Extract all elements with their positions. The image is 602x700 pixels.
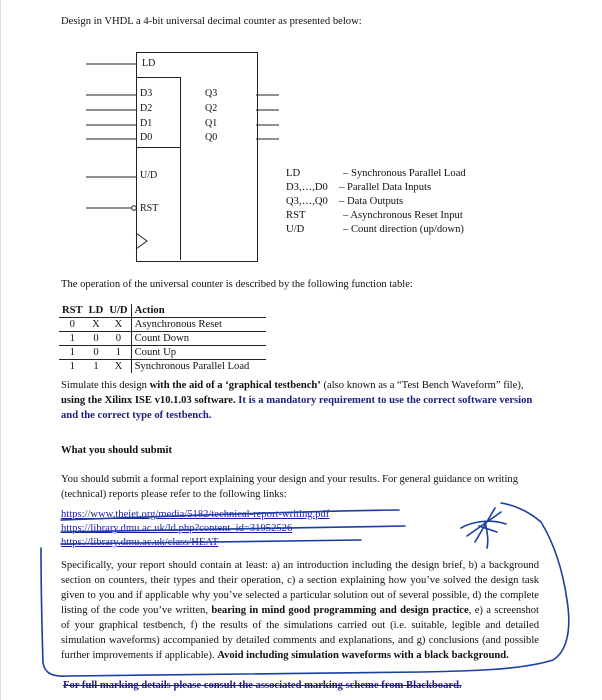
pin-ud-label: U/D <box>140 170 158 181</box>
pin-q3-label: Q3 <box>205 88 218 99</box>
table-row: 0 X X Asynchronous Reset <box>59 318 266 332</box>
submit-heading: What you should submit <box>61 445 172 456</box>
pin-d3-label: D3 <box>140 88 153 99</box>
pin-q1-label: Q1 <box>205 118 218 129</box>
document-page: Design in VHDL a 4-bit universal decimal counter as presented below: LD D3 D2 D1 D0 Q3 Q2 Q1 Q0 U/D RST LD – Synchronous Parallel Load D3,…,D0 – Parallel Data Inputs Q3,…,Q0 – Data Outputs RST – Asynchronous Reset Input U/D – Count direction (up/down) The operation of the universal counter is described by the following function table: RST LD U/D Action 0 X X Asynchronous Reset 1 0 0 Count Down 1 0 1 Count Up 1 1 X Synchronous Parallel Load Simulate this design with the aid of a ‘graphical testbench’ (also known as a “Test Bench Waveform” file), using the Xilinx ISE v10.1.03 software. It is a mandatory requirement to use the correct software version and the correct type of testbench. What you should submit You should submit a formal report explaining your design and your results. For general guidance on writing (technical) reports please refer to the following links: https://www.theiet.org/media/5182/technical-report-writing.pdf https://library.dmu.ac.uk/ld.php?content_id=31952526 https://library.dmu.ac.uk/class/HEAT Specifically, your report should contain at least: a) an introduction including the design brief, b) a background section on counters, their types and their operation, c) a section explaining how you’ve solved the design task given to you and if applicable why you’ve selected a particular solution out of several possible, d) the complete listing of the code you’ve written, bearing in mind good programming and design practice, e) a screenshot of your graphical testbench, f) the results of the simulations carried out (i.e. suitable, legible and detailed simulation waveforms) accompanied by detailed comments and explanations, and g) conclusions (and possible further improvements if applicable). Avoid including simulation waveforms with a black background. For full marking details please consult the associated marking scheme from Blackboard. <box>0 0 602 700</box>
pin-d2-label: D2 <box>140 103 153 114</box>
table-intro: The operation of the universal counter is described by the following function table: <box>61 279 413 290</box>
pin-q0-label: Q0 <box>205 132 218 143</box>
star-scribble-annotation <box>461 508 506 548</box>
submit-text: You should submit a formal report explaining your design and your results. For general guidance on writing (technical) reports please refer to the following links: <box>61 474 519 500</box>
table-header-row: RST LD U/D Action <box>59 304 266 318</box>
pin-q2-label: Q2 <box>205 103 218 114</box>
table-row: 1 1 X Synchronous Parallel Load <box>59 360 266 374</box>
pin-d0-label: D0 <box>140 132 153 143</box>
pin-rst-label: RST <box>140 203 159 214</box>
strike-annotation <box>61 510 399 520</box>
marking-footer: For full marking details please consult the associated marking scheme from Blackboard. <box>63 680 462 691</box>
table-row: 1 0 1 Count Up <box>59 346 266 360</box>
link-dmu-heat[interactable]: https://library.dmu.ac.uk/class/HEAT <box>61 537 219 548</box>
pin-d1-label: D1 <box>140 118 153 129</box>
handwritten-annotations <box>1 0 602 700</box>
strike-annotation <box>61 540 361 544</box>
strike-annotation <box>61 526 405 532</box>
simulate-paragraph: Simulate this design with the aid of a ‘graphical testbench’ (also known as a “Test Bench Waveform” file), using the Xilinx ISE v10.1.03 software. It is a mandatory requirement to use the correct software version and the correct type of testbench. <box>61 380 533 421</box>
pin-ld-label: LD <box>142 58 156 69</box>
link-dmu-ld[interactable]: https://library.dmu.ac.uk/ld.php?content_id=31952526 <box>61 523 293 534</box>
table-row: 1 0 0 Count Down <box>59 332 266 346</box>
intro-text: Design in VHDL a 4-bit universal decimal counter as presented below: <box>61 16 362 27</box>
spec-paragraph: Specifically, your report should contain at least: a) an introduction including the design brief, b) a background section on counters, their types and their operation, c) a section explaining how you’ve solved the design task given to you and if applicable why you’ve selected a particular solution out of several possible, d) the complete listing of the code you’ve written, bearing in mind good programming and design practice, e) a screenshot of your graphical testbench, f) the results of the simulations carried out (i.e. suitable, legible and detailed simulation waveforms) accompanied by detailed comments and explanations, and g) conclusions (and possible further improvements if applicable). Avoid including simulation waveforms with a black background. <box>61 560 540 661</box>
link-theiet[interactable]: https://www.theiet.org/media/5182/technical-report-writing.pdf <box>61 509 330 520</box>
